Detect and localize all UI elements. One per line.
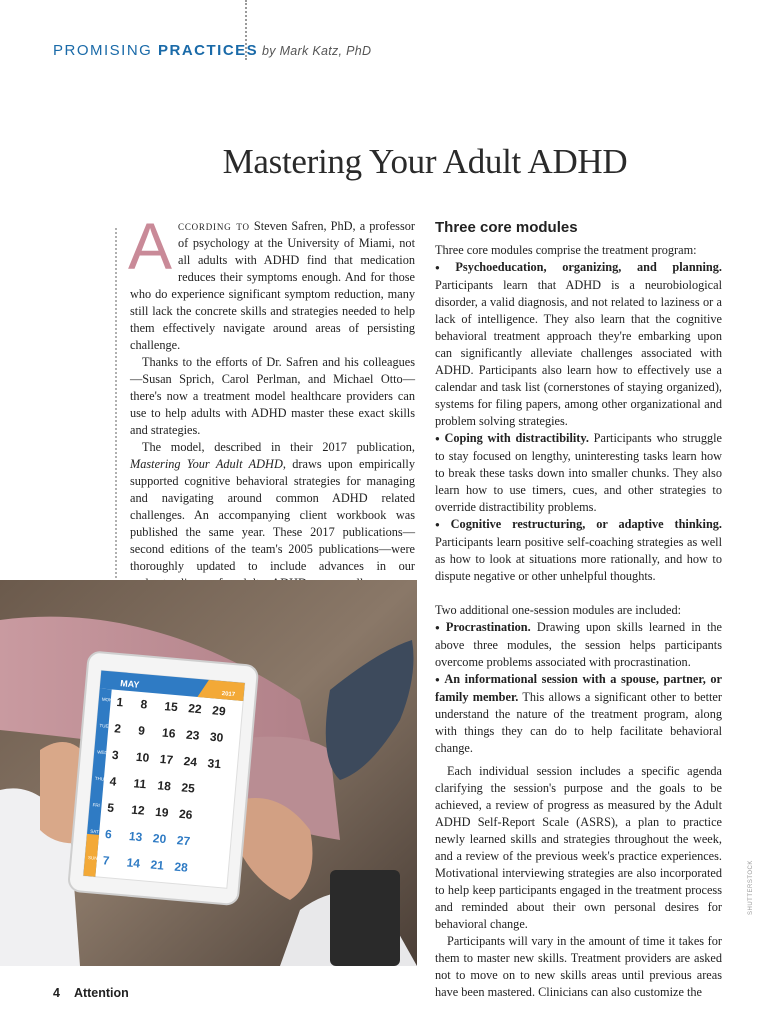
calendar-date: 29: [211, 703, 227, 719]
calendar-date: 4: [109, 774, 117, 789]
calendar-date: 8: [139, 697, 148, 712]
tablet-calendar-photo: [0, 580, 417, 966]
calendar-date: 6: [104, 826, 113, 842]
calendar-date: 11: [133, 776, 147, 792]
module-text: Participants learn positive self-coaching strategies as well as how to look at situations more rationally, and how to dispute negative or other unhelpful thoughts.: [435, 535, 722, 583]
calendar-date: 16: [161, 725, 177, 741]
paragraph-session: Each individual session includes a specific agenda clarifying the session's purpose and the goals to be achieved, a review of progress as measured by the Adult ADHD Self-Report Scale (ASRS), a plan to practice newly learned skills and strategies throughout the week, and a review of the previous week's practice experiences. Motivational interviewing strategies are also incorporated to help keep participants engaged in the treatment process and reminded about their own personal desires for behavioral change.: [435, 764, 722, 931]
calendar-date: 31: [207, 756, 222, 772]
calendar-month: MAY: [119, 678, 140, 690]
module-item: [435, 259, 722, 430]
book-title: Mastering Your Adult ADHD: [130, 457, 283, 471]
module-title: Cognitive restructuring, or adaptive thinking.: [450, 517, 723, 531]
calendar-date: 9: [137, 723, 146, 738]
calendar-date: 19: [154, 804, 170, 820]
column-divider: [115, 228, 117, 578]
section-label-light: PROMISING: [53, 42, 159, 59]
module-text: Drawing upon skills learned in the above three modules, the session helps participants overcome problems associated with procrastination.: [435, 620, 722, 669]
calendar-date: 15: [163, 699, 179, 715]
calendar-weekday: FRI: [92, 802, 101, 808]
module-title: An informational session with a spouse, partner, or family member.: [435, 672, 722, 704]
calendar-weekday: MON: [101, 696, 113, 703]
calendar-date: 27: [176, 833, 191, 849]
calendar-date: 26: [178, 806, 194, 822]
module-title: Coping with distractibility.: [444, 431, 589, 445]
photo-illustration: [0, 580, 417, 966]
byline: by Mark Katz, PhD: [262, 44, 372, 58]
calendar-weekday: WED: [96, 749, 108, 756]
calendar-date: 25: [180, 780, 196, 796]
calendar-weekday: SUN: [87, 855, 98, 861]
module-item: [435, 516, 722, 585]
calendar-date: 12: [130, 802, 146, 818]
intro-smallcaps: ccording to: [178, 219, 250, 233]
calendar-date: 14: [126, 855, 141, 871]
module-text: Participants learn that ADHD is a neurobiological disorder, a valid diagnosis, and not related to laziness or a lack of intelligence. They also learn that the cognitive behavioral treatment approach they're embarking upon can significantly alleviate challenges associated with ADHD. Participants also learn how to effectively use a calendar and task list (cornerstones of staying organized), systems for filing papers, among other organizational and problem solving strategies.: [435, 278, 722, 428]
module-item: [435, 671, 722, 757]
calendar-date: 17: [159, 751, 174, 768]
section-label-bold: PRACTICES: [158, 42, 259, 59]
calendar-weekday: SAT: [90, 828, 99, 835]
calendar-date: 23: [185, 727, 200, 743]
module-text: Participants who struggle to stay focused on lengthy, uninteresting tasks learn how to break these tasks down into smaller chunks. They also learn how to use timers, cues, and other strategies to override distractibility problems.: [435, 431, 722, 514]
calendar-date: 30: [209, 729, 224, 745]
article-title: Mastering Your Adult ADHD: [222, 142, 628, 181]
model-text-a: The model, described in their 2017 publication,: [142, 440, 415, 454]
section-heading: Three core modules: [435, 219, 578, 236]
calendar-date: 3: [111, 747, 120, 763]
calendar-date: 13: [128, 829, 143, 845]
left-column: [128, 209, 415, 626]
calendar-date: 18: [156, 778, 172, 794]
photo-credit: SHUTTERSTOCK: [748, 860, 754, 915]
modules-intro: Three core modules comprise the treatment program:: [435, 243, 697, 257]
paragraph-colleagues: Thanks to the efforts of Dr. Safren and his colleagues—Susan Sprich, Carol Perlman, and Michael Otto—there's now a treatment model healthcare providers can use to help adults with ADHD master these exact skills and strategies.: [130, 355, 415, 437]
page-footer: [53, 986, 143, 1000]
calendar-date: 20: [152, 831, 167, 847]
section-label: [53, 42, 258, 59]
module-item: [435, 619, 722, 671]
calendar-weekday: THU: [94, 775, 105, 782]
right-column: [435, 218, 722, 1001]
calendar-date: 7: [102, 853, 111, 868]
intro-text: Steven Safren, PhD, a professor of psychology at the University of Miami, not all adults with ADHD find that medication reduces their symptoms enough. And for those who do experience significant symptom reduction, many still lack the concrete skills and strategies needed to help them effectively navigate around areas of persisting challenge.: [130, 219, 415, 352]
paragraph-vary: Participants will vary in the amount of time it takes for them to master new skills. Treatment providers are asked not to move on to new skills areas until previous areas have been mastered. Clinicians can also customize the: [435, 934, 722, 999]
calendar-date: 5: [106, 800, 115, 816]
calendar-weekday: TUE: [99, 723, 109, 729]
module-item: [435, 430, 722, 516]
publication-name: Attention: [73, 986, 129, 1000]
drop-cap: A: [128, 209, 173, 283]
calendar-date: 10: [135, 749, 150, 765]
calendar-date: 1: [116, 694, 124, 710]
calendar-date: 21: [149, 857, 165, 873]
module-text: This allows a significant other to better understand the nature of the treatment program, along with things they can do to help facilitate behavioral change.: [435, 690, 722, 755]
model-text-b: , draws upon empirically supported cognitive behavioral strategies for managing and navigating around common ADHD related challenges. An accompanying client workbook was published the same year. These 2017 publications—second editions of the team's 2005 publications—were thoroughly updated to include advances in our: [130, 457, 415, 573]
calendar-date: 2: [113, 721, 122, 736]
calendar-date: 24: [183, 754, 198, 770]
paragraph-intro: [128, 209, 415, 354]
additional-intro: Two additional one-session modules are included:: [435, 603, 682, 617]
module-title: Psychoeducation, organizing, and planning.: [455, 260, 722, 274]
calendar-year: 2017: [221, 691, 236, 699]
calendar-date: 28: [173, 859, 189, 875]
module-title: Procrastination.: [445, 620, 531, 634]
page-number: 4: [53, 986, 60, 1000]
calendar-date: 22: [187, 701, 203, 717]
